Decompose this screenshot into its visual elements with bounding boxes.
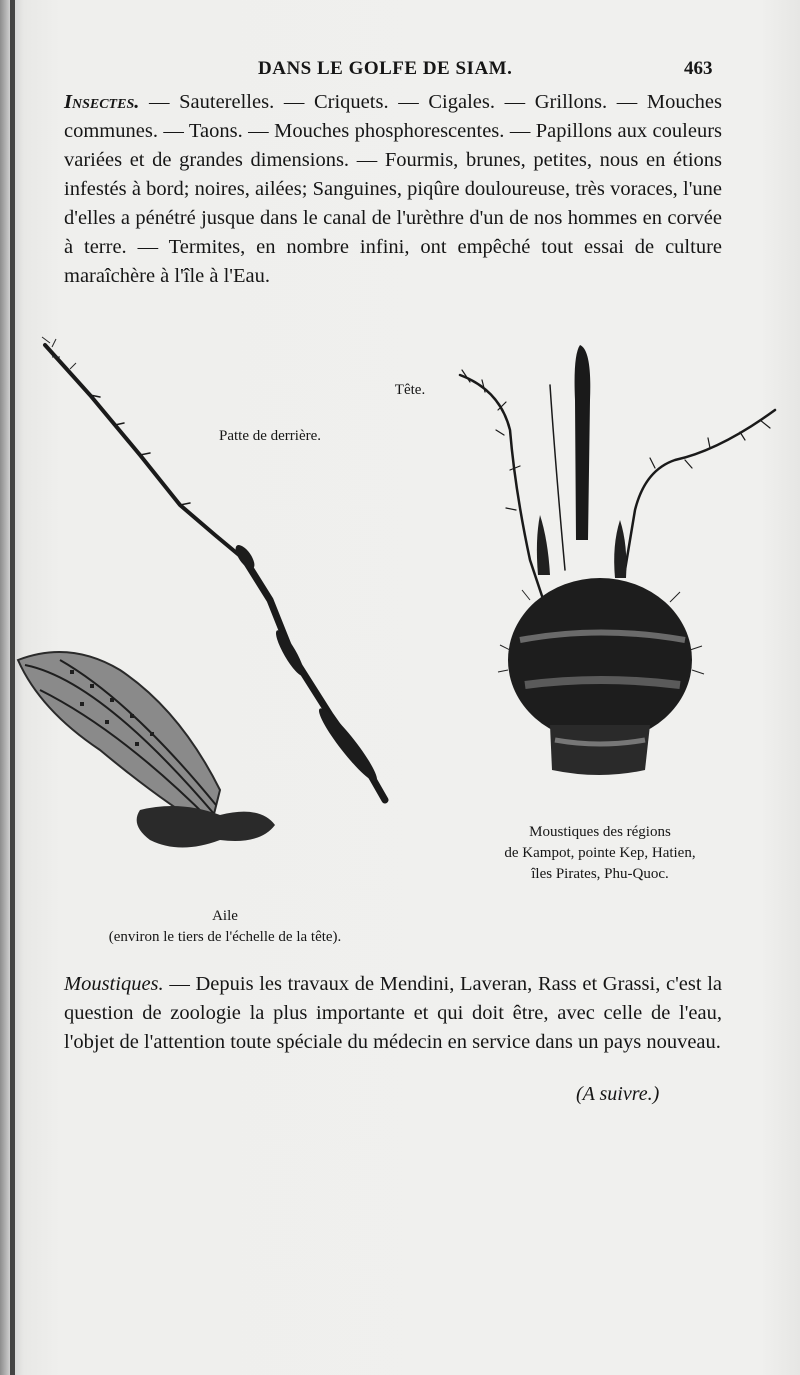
running-title: DANS LE GOLFE DE SIAM. (258, 58, 513, 79)
paragraph-body: — Depuis les travaux de Mendini, Laveran, Rass et Grassi, c'est la question de zoologie la plus importante et qui doit être, avec celle de l'eau, l'objet de l'attention toute spéciale du médecin en service dans un pays nouveau. (64, 973, 722, 1053)
caption-mosquitoes (440, 822, 760, 885)
paragraph-lead: Moustiques. (64, 973, 164, 995)
paragraph-lead: Insectes. (64, 91, 140, 113)
caption-hind-leg: Patte de derrière. (218, 428, 322, 444)
caption-line: Moustiques des régions (529, 824, 671, 840)
page-number: 463 (684, 58, 713, 79)
paragraph-moustiques (64, 970, 722, 1057)
mosquito-head-illustration (440, 340, 790, 785)
paragraph-insectes (64, 88, 722, 291)
page-header (0, 58, 800, 88)
caption-line: Aile (212, 908, 238, 924)
wing-illustration (10, 640, 290, 880)
caption-head: Tête. (394, 382, 426, 398)
caption-wing (60, 906, 390, 948)
a-suivre-note: (A suivre.) (576, 1083, 660, 1105)
caption-line: îles Pirates, Phu-Quoc. (531, 866, 669, 882)
caption-line: (environ le tiers de l'échelle de la tête). (108, 929, 342, 945)
paragraph-body: — Sauterelles. — Criquets. — Cigales. — Grillons. — Mouches communes. — Taons. — Mouches phosphorescentes. — Papillons aux couleurs variées et de grandes dimensions. — Fourmis, brunes, petites, nous en étions infestés à bord; noires, ailées; Sanguines, piqûre douloureuse, très voraces, l'une d'elles a pénétré jusque dans le canal de l'urèthre d'un de nos hommes en corvée à terre. — Termites, en nombre infini, ont empêché tout essai de culture maraîchère à l'île à l'Eau. (64, 91, 722, 287)
caption-line: de Kampot, pointe Kep, Hatien, (504, 845, 696, 861)
